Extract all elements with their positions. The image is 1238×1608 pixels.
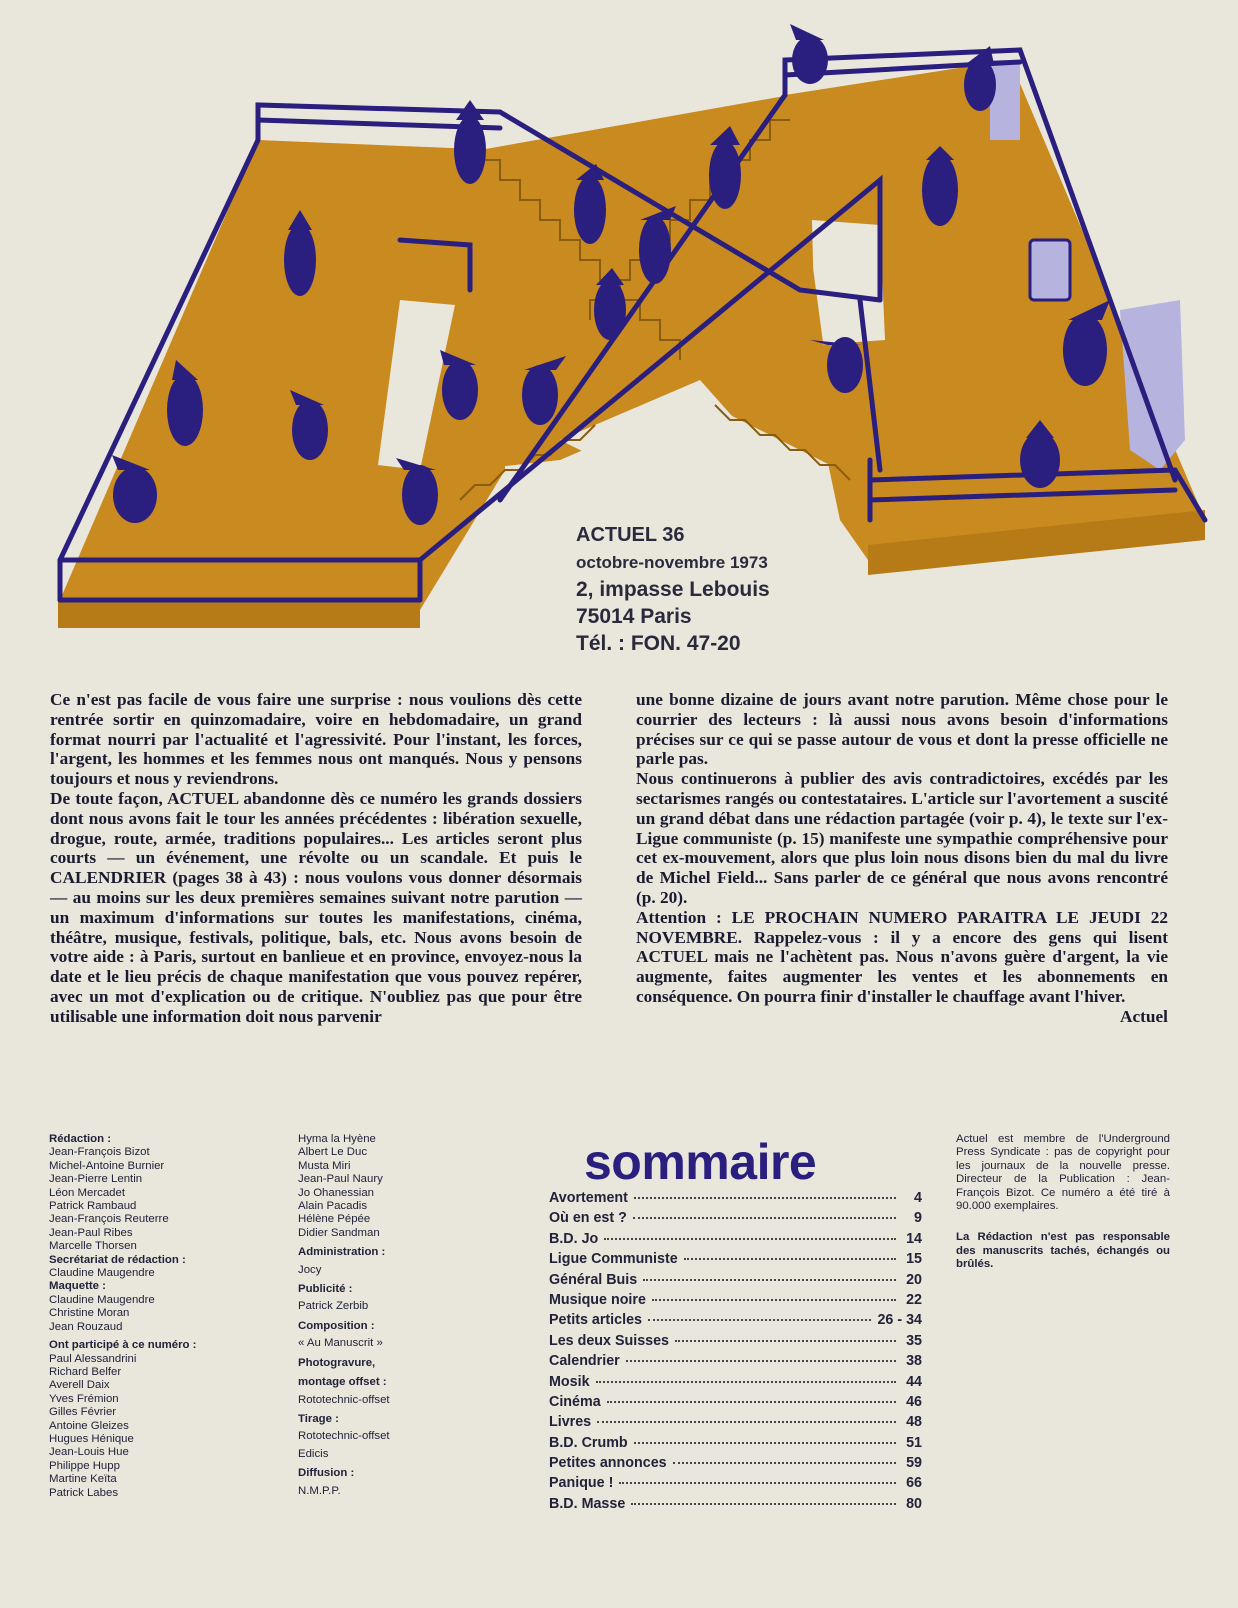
address: 2, impasse Lebouis (576, 578, 770, 601)
phone: Tél. : FON. 47-20 (576, 632, 741, 655)
city: 75014 Paris (576, 605, 692, 628)
toc-row (549, 1333, 922, 1353)
toc-title: Ligue Communiste (549, 1251, 678, 1268)
toc-title: Mosik (549, 1373, 590, 1390)
credit-name: Richard Belfer (49, 1365, 122, 1378)
toc-row (549, 1374, 922, 1394)
credit-name: Yves Frémion (49, 1392, 119, 1405)
toc-title: Livres (549, 1414, 592, 1431)
credit-name: N.M.P.P. (298, 1484, 341, 1497)
credit-name: Jean-Paul Naury (298, 1173, 383, 1186)
credit-name: Jean-Louis Hue (49, 1446, 129, 1459)
credit-heading: Photogravure, (298, 1356, 376, 1369)
credit-name: Jo Ohanessian (298, 1186, 374, 1199)
editorial-paragraph: une bonne dizaine de jours avant notre parution. Même chose pour le courrier des lecteurs : là aussi nous avons besoin d'informations précises sur ce qui se passe autour de vous et dont la presse officielle ne parle pas. (636, 690, 1168, 769)
credit-heading: montage offset : (298, 1376, 387, 1389)
toc-row (549, 1435, 922, 1455)
credit-name: Michel-Antoine Burnier (49, 1159, 165, 1172)
credits-left-column (49, 1133, 279, 1500)
toc-dot-leader (604, 1238, 896, 1240)
issue-number: ACTUEL 36 (576, 524, 685, 546)
credit-name: Paul Alessandrini (49, 1352, 137, 1365)
publication-notes (956, 1133, 1170, 1272)
toc-row (549, 1475, 922, 1495)
toc-page: 80 (906, 1495, 922, 1512)
credit-name: Patrick Labes (49, 1486, 119, 1499)
toc-row (549, 1353, 922, 1373)
toc-title: Petits articles (549, 1312, 642, 1329)
toc-title: Avortement (549, 1190, 628, 1206)
toc-title: B.D. Crumb (549, 1434, 628, 1451)
toc-title: B.D. Masse (549, 1495, 626, 1512)
credit-heading: Tirage : (298, 1412, 339, 1425)
toc-title: Où en est ? (549, 1210, 627, 1227)
toc-dot-leader (596, 1381, 896, 1383)
toc-dot-leader (684, 1258, 896, 1260)
toc-row (549, 1292, 922, 1312)
toc-page: 4 (914, 1190, 922, 1206)
credit-name: Gilles Février (49, 1406, 117, 1419)
credit-name: Jean-François Bizot (49, 1146, 150, 1159)
credit-name: Patrick Rambaud (49, 1200, 137, 1213)
credit-name: Jean Rouzaud (49, 1320, 123, 1333)
credit-name: Marcelle Thorsen (49, 1240, 137, 1253)
toc-page: 35 (906, 1332, 922, 1349)
toc-dot-leader (675, 1340, 896, 1342)
credit-name: Albert Le Duc (298, 1146, 368, 1159)
credit-name: Léon Mercadet (49, 1186, 125, 1199)
toc-row (549, 1251, 922, 1271)
toc-dot-leader (626, 1360, 896, 1362)
toc-page: 22 (906, 1291, 922, 1308)
toc-title: Musique noire (549, 1291, 646, 1308)
center-stairs (460, 95, 850, 500)
credit-heading: Secrétariat de rédaction : (49, 1253, 186, 1266)
toc-row (549, 1455, 922, 1475)
credit-heading: Rédaction : (49, 1133, 112, 1145)
editorial-paragraph: Nous continuerons à publier des avis contradictoires, excédés par les sectarismes rangés ou contestataires. L'article sur l'avortement a suscité un grand débat dans une rédaction partagée (voir p. 4), le texte sur l'ex-Ligue communiste (p. 15) manifeste une sympathie compréhensive pour cet ex-mouvement, alors que plus loin nous disons bien du mal du livre de Michel Field... Sans parler de ce général que nous avons rencontré (p. 20). (636, 769, 1168, 907)
toc-row (549, 1496, 922, 1516)
toc-row (549, 1190, 922, 1210)
toc-page: 44 (906, 1373, 922, 1390)
toc-title: Général Buis (549, 1271, 638, 1288)
left-platform (58, 140, 505, 628)
editorial-paragraph: De toute façon, ACTUEL abandonne dès ce numéro les grands dossiers dont nous avons fait le tour les années précédentes : libération sexuelle, drogue, route, armée, traditions populaires... Les articles seront plus courts — un événement, une révolte ou un scandale. Et puis le CALENDRIER (pages 38 à 43) : nous voulons vous donner désormais — au moins sur les deux premières semaines suivant notre parution — un maximum d'informations sur toutes les manifestations, cinéma, théâtre, musique, festivals, politique, bals, etc. Nous avons besoin de votre aide : à Paris, surtout en banlieue et en province, envoyez-nous la date et le lieu précis de chaque manifestation que vous pouvez repérer, avec un mot d'explication ou de critique. N'oubliez pas que pour être utilisable une information doit nous parvenir (50, 788, 582, 1026)
toc-page: 15 (906, 1251, 922, 1268)
credit-name: Hélène Pépée (298, 1213, 371, 1226)
responsibility-note: La Rédaction n'est pas responsable des manuscrits tachés, échangés ou brûlés. (956, 1231, 1170, 1271)
credits-middle-column (298, 1133, 478, 1498)
credit-name: Jean-François Reuterre (49, 1213, 169, 1226)
credit-name: Didier Sandman (298, 1226, 380, 1239)
toc-page: 9 (914, 1210, 922, 1227)
credit-name: « Au Manuscrit » (298, 1337, 383, 1350)
toc-page: 26 - 34 (877, 1312, 922, 1329)
credit-name: Jean-Pierre Lentin (49, 1173, 143, 1186)
toc-row (549, 1394, 922, 1414)
credit-name: Rototechnic-offset (298, 1393, 390, 1406)
toc-page: 20 (906, 1271, 922, 1288)
table-of-contents (549, 1190, 922, 1516)
issue-date: octobre-novembre 1973 (576, 553, 768, 572)
toc-title: Les deux Suisses (549, 1332, 669, 1349)
credit-name: Jean-Paul Ribes (49, 1226, 133, 1239)
credit-name: Philippe Hupp (49, 1459, 120, 1472)
toc-title: Calendrier (549, 1353, 620, 1370)
credit-name: Christine Moran (49, 1307, 130, 1320)
credit-name: Alain Pacadis (298, 1200, 368, 1213)
editorial-right-column (636, 690, 1168, 1027)
credit-name: Edicis (298, 1447, 329, 1460)
toc-row (549, 1272, 922, 1292)
toc-dot-leader (631, 1503, 896, 1505)
toc-row (549, 1312, 922, 1332)
toc-page: 46 (906, 1393, 922, 1410)
credit-heading: Maquette : (49, 1280, 106, 1293)
toc-dot-leader (634, 1197, 896, 1199)
toc-page: 66 (906, 1475, 922, 1492)
toc-title: Cinéma (549, 1393, 601, 1410)
editorial-paragraph: Ce n'est pas facile de vous faire une surprise : nous voulions dès cette rentrée sortir en quinzomadaire, voire en hebdomadaire, un grand format nourri par l'actualité et l'agressivité. Pour l'instant, les forces, l'argent, les hommes et les femmes nous ont manqués. Nous y pensons toujours et nous y reviendrons. (50, 690, 582, 789)
toc-row (549, 1231, 922, 1251)
toc-dot-leader (619, 1482, 896, 1484)
credit-name: Hugues Hénique (49, 1432, 134, 1445)
editorial-paragraph: Attention : LE PROCHAIN NUMERO PARAITRA LE JEUDI 22 NOVEMBRE. Rappelez-vous : il y a encore des gens qui lisent ACTUEL mais ne l'achètent pas. Nous n'avons guère d'argent, la vie augmente, faites augmenter les ventes et les abonnements en conséquence. On pourra finir d'installer le chauffage avant l'hiver. (636, 907, 1168, 1006)
toc-page: 51 (906, 1434, 922, 1451)
syndicate-note: Actuel est membre de l'Underground Press Syndicate : pas de copyright pour les journaux de la nouvelle presse. Directeur de la Publication : Jean-François Bizot. Ce numéro a été tiré à 90.000 exemplaires. (956, 1133, 1170, 1213)
credit-name: Patrick Zerbib (298, 1300, 369, 1313)
toc-dot-leader (652, 1299, 896, 1301)
toc-row (549, 1414, 922, 1434)
credit-name: Claudine Maugendre (49, 1267, 155, 1280)
credit-name: Jocy (298, 1263, 322, 1276)
toc-dot-leader (643, 1279, 896, 1281)
toc-page: 59 (906, 1455, 922, 1472)
editorial-signature: Actuel (1120, 1006, 1168, 1026)
toc-title: Panique ! (549, 1475, 614, 1492)
toc-dot-leader (634, 1442, 896, 1444)
toc-page: 48 (906, 1414, 922, 1431)
credit-name: Rototechnic-offset (298, 1430, 390, 1443)
toc-dot-leader (597, 1421, 896, 1423)
credit-heading: Diffusion : (298, 1467, 355, 1480)
toc-dot-leader (673, 1462, 896, 1464)
credit-name: Antoine Gleizes (49, 1419, 129, 1432)
toc-page: 14 (906, 1230, 922, 1247)
toc-title: Petites annonces (549, 1455, 667, 1472)
credit-name: Averell Daix (49, 1379, 110, 1392)
credit-name: Hyma la Hyène (298, 1133, 376, 1145)
toc-page: 38 (906, 1353, 922, 1370)
credit-heading: Ont participé à ce numéro : (49, 1339, 197, 1352)
credit-name: Musta Miri (298, 1159, 351, 1172)
credit-name: Claudine Maugendre (49, 1293, 155, 1306)
credit-name: Martine Keïta (49, 1473, 117, 1486)
toc-title: B.D. Jo (549, 1230, 599, 1247)
toc-dot-leader (633, 1217, 896, 1219)
toc-row (549, 1210, 922, 1230)
editorial-left-column (50, 690, 582, 1027)
credit-heading: Administration : (298, 1246, 386, 1259)
issue-info (576, 522, 770, 657)
credit-heading: Publicité : (298, 1283, 353, 1296)
credit-heading: Composition : (298, 1319, 375, 1332)
toc-dot-leader (648, 1319, 872, 1321)
sommaire-title: sommaire (584, 1134, 817, 1190)
toc-dot-leader (607, 1401, 896, 1403)
